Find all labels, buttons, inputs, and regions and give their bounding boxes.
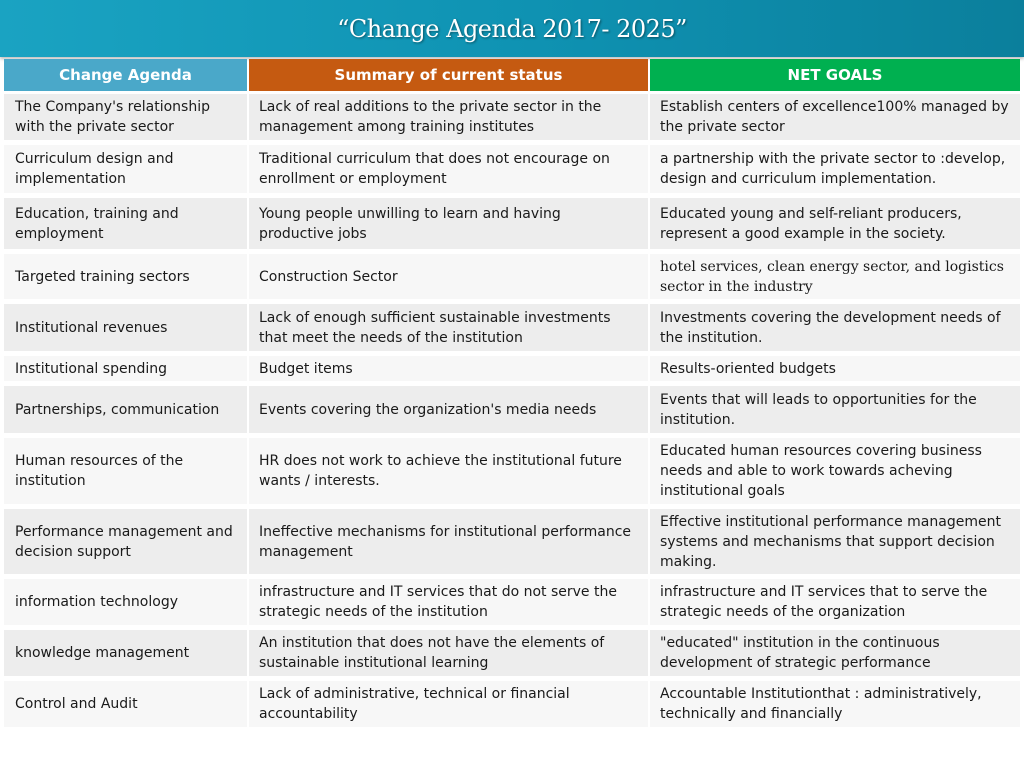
cell-agenda: Targeted training sectors — [4, 254, 247, 304]
cell-goal: Events that will leads to opportunities for the institution. — [650, 386, 1020, 438]
page-title: “Change Agenda 2017- 2025” — [337, 14, 687, 43]
cell-agenda: The Company's relationship with the private sector — [4, 94, 247, 145]
cell-agenda: Institutional spending — [4, 356, 247, 386]
cell-status: Traditional curriculum that does not encourage on enrollment or employment — [249, 145, 648, 198]
cell-goal: hotel services, clean energy sector, and logistics sector in the industry — [650, 254, 1020, 304]
cell-goal: Effective institutional performance management systems and mechanisms that support decision making. — [650, 509, 1020, 579]
cell-status: Budget items — [249, 356, 648, 386]
cell-agenda: Performance management and decision support — [4, 509, 247, 579]
cell-agenda: Control and Audit — [4, 681, 247, 732]
header-current-status: Summary of current status — [249, 59, 648, 91]
cell-goal: Educated young and self-reliant producers, represent a good example in the society. — [650, 198, 1020, 254]
cell-status: Lack of administrative, technical or financial accountability — [249, 681, 648, 732]
cell-goal: Results-oriented budgets — [650, 356, 1020, 386]
cell-goal: Investments covering the development needs of the institution. — [650, 304, 1020, 356]
change-agenda-table — [4, 59, 1020, 732]
cell-status: Events covering the organization's media needs — [249, 386, 648, 438]
cell-status: Ineffective mechanisms for institutional performance management — [249, 509, 648, 579]
header-change-agenda: Change Agenda — [4, 59, 247, 91]
cell-goal: a partnership with the private sector to :develop, design and curriculum implementation. — [650, 145, 1020, 198]
cell-status: Lack of real additions to the private sector in the management among training institutes — [249, 94, 648, 145]
cell-status: infrastructure and IT services that do not serve the strategic needs of the institution — [249, 579, 648, 630]
cell-status: HR does not work to achieve the institutional future wants / interests. — [249, 438, 648, 509]
cell-agenda: Human resources of the institution — [4, 438, 247, 509]
cell-agenda: Education, training and employment — [4, 198, 247, 254]
cell-goal: "educated" institution in the continuous development of strategic performance — [650, 630, 1020, 681]
cell-agenda: Institutional revenues — [4, 304, 247, 356]
cell-agenda: knowledge management — [4, 630, 247, 681]
cell-goal: Establish centers of excellence100% managed by the private sector — [650, 94, 1020, 145]
cell-goal: Accountable Institutionthat : administratively, technically and financially — [650, 681, 1020, 732]
cell-status: Lack of enough sufficient sustainable investments that meet the needs of the institution — [249, 304, 648, 356]
cell-goal: Educated human resources covering business needs and able to work towards acheving institutional goals — [650, 438, 1020, 509]
cell-status: Construction Sector — [249, 254, 648, 304]
cell-agenda: information technology — [4, 579, 247, 630]
header-net-goals: NET GOALS — [650, 59, 1020, 91]
cell-goal: infrastructure and IT services that to serve the strategic needs of the organization — [650, 579, 1020, 630]
cell-agenda: Partnerships, communication — [4, 386, 247, 438]
title-bar — [0, 0, 1024, 57]
cell-status: An institution that does not have the elements of sustainable institutional learning — [249, 630, 648, 681]
cell-status: Young people unwilling to learn and having productive jobs — [249, 198, 648, 254]
cell-agenda: Curriculum design and implementation — [4, 145, 247, 198]
